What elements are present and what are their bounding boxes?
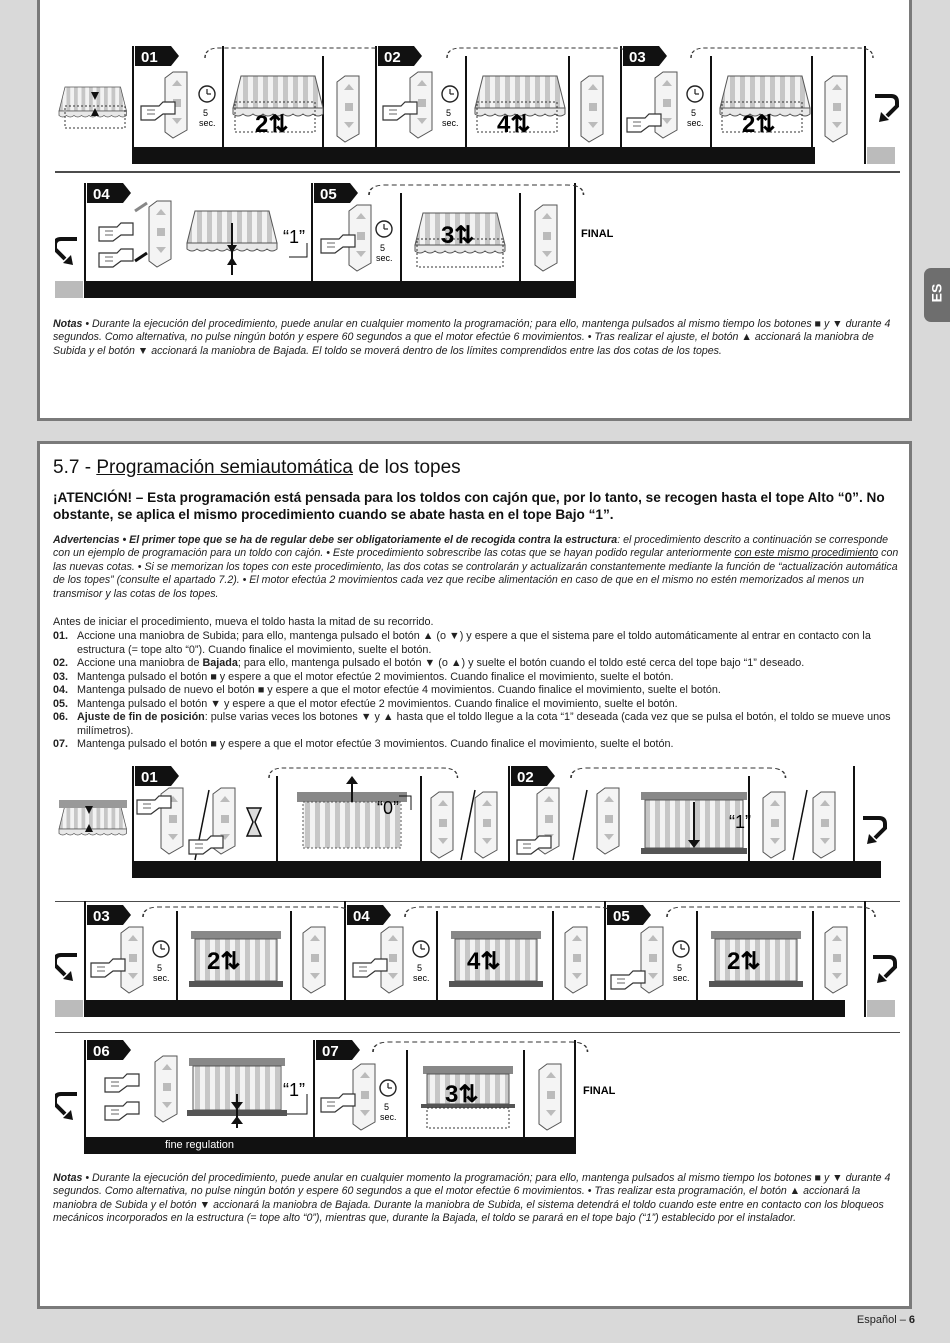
svg-text:3⇅: 3⇅ (445, 1081, 479, 1108)
svg-text:2⇅: 2⇅ (255, 111, 289, 138)
page-footer (857, 1314, 915, 1326)
step-row (53, 684, 903, 698)
svg-text:3⇅: 3⇅ (441, 222, 475, 249)
step-text-bold: Bajada (202, 657, 238, 669)
svg-text:07: 07 (322, 1043, 339, 1060)
attention-warning: ¡ATENCIÓN! – Esta programación está pensada para los toldos con cajón que, por lo tanto, se recogen hasta el tope Alto “0”. No obstante, se aplica el mismo procedimiento cuando se abate hasta en el tope Bajo “1”. (53, 490, 885, 522)
top-procedure-panel (37, 0, 912, 421)
svg-text:06: 06 (93, 1043, 110, 1060)
step-row (53, 738, 903, 752)
step-row (53, 630, 903, 657)
step-row (53, 671, 903, 685)
advert-text-a: : el procedimiento descrito a continuación se corresponde con un ejemplo de programación para un toldo con cajón. • Este procedimiento sobrescribe las cotas que se hayan podido regular anteriormente (53, 534, 889, 560)
footer-language: Español – (856, 1314, 909, 1326)
top-sequence-row-1 (55, 46, 900, 171)
section-title-rest: de los topes (352, 457, 461, 478)
step-text: Mantenga pulsado de nuevo el botón ■ y espere a que el motor efectúe 4 movimientos. Cuando finalice el movimiento, suelte el botón. (77, 684, 721, 696)
language-tab-label: ES (928, 283, 945, 303)
page-number: 6 (908, 1314, 915, 1326)
svg-text:2⇅: 2⇅ (742, 111, 776, 138)
language-tab[interactable] (924, 268, 950, 322)
svg-text:sec.: sec. (442, 118, 459, 128)
svg-text:5: 5 (203, 108, 209, 118)
advert-lead: Advertencias • El primer tope que se ha de regular debe ser obligatoriamente el de recogida contra la estructura (53, 534, 618, 546)
quote-zero-label: “0” (377, 798, 399, 818)
top-sequence-row-2 (55, 183, 900, 305)
bottom-sequence-row-3 (55, 1032, 900, 1157)
quote-one-label: “1” (283, 227, 305, 247)
svg-text:sec.: sec. (380, 1112, 397, 1122)
top-notes (53, 318, 903, 358)
svg-text:01: 01 (141, 769, 158, 786)
step-number: 02. (53, 657, 69, 669)
bottom-sequence-row-1 (55, 766, 900, 886)
intro-text: Antes de iniciar el procedimiento, mueva el toldo hasta la mitad de su recorrido. (53, 616, 434, 628)
section-title-main: Programación semiautomática (96, 457, 353, 478)
svg-text:2⇅: 2⇅ (727, 948, 761, 975)
bottom-notes (53, 1172, 903, 1226)
svg-text:sec.: sec. (153, 973, 170, 983)
svg-text:“1”: “1” (283, 1080, 305, 1100)
bottom-sequence-row-2 (55, 901, 900, 1019)
step-row (53, 698, 903, 712)
advert-text-b: con las nuevas cotas. • Si se memorizan los topes con este procedimiento, las dos cotas se controlarán y actualizarán constantemente mediante la función de “actualización automática de los topes” (consulte el apartado 7.2). • El motor efectúa 2 movimientos cada vez que recibe alimentación en caso de que en el mismo no estén memorizados al menos un transmisor y las cotas de los topes. (53, 547, 899, 600)
step-number: 03. (53, 670, 69, 683)
step-text-bold: Ajuste de fin de posición (77, 711, 205, 723)
svg-text:5: 5 (380, 243, 386, 253)
svg-text:5: 5 (157, 963, 163, 973)
notes-lead: Notas (53, 1172, 83, 1184)
step-text: Mantenga pulsado el botón ▼ y espere a que el motor efectúe 2 movimientos. Cuando finalice el movimiento, suelte el botón. (77, 697, 678, 710)
svg-text:5: 5 (417, 963, 423, 973)
step-number: 05. (53, 697, 69, 710)
step-row (53, 657, 903, 671)
step-number: 07. (53, 738, 69, 750)
separator-line (55, 171, 900, 174)
step-text-pre: Accione una maniobra de (77, 657, 203, 669)
step-text: ; para ello, mantenga pulsado el botón ▼ (o ▲) y suelte el botón cuando el toldo esté cerca del tope bajo “1” deseado. (237, 657, 805, 669)
notes-lead: Notas (53, 318, 83, 330)
step-row (53, 711, 903, 738)
step-badge: 01 (141, 49, 158, 66)
step-text: : pulse varias veces los botones ▼ y ▲ hasta que el toldo llegue a la cota “1” deseada (cada vez que se pulsa el botón, el toldo se mueve unos milímetros). (77, 711, 891, 737)
svg-text:05: 05 (613, 908, 630, 925)
step-text: Mantenga pulsado el botón ■ y espere a que el motor efectúe 3 movimientos. Cuando finalice el movimiento, suelte el botón. (77, 738, 674, 750)
section-number: 5.7 - (53, 457, 97, 478)
svg-text:sec.: sec. (687, 118, 704, 128)
notes-text: • Durante la ejecución del procedimiento, puede anular en cualquier momento la programación; para ello, mantenga pulsados al mismo tiempo los botones ■ y ▼ durante 4 segundos. Como alternativa, no pulse ningún botón y espere 60 segundos a que el motor efectúe 6 movimientos. • Tras realizar el ajuste, el botón ▲ accionará la maniobra de Subida y el botón ▼ accionará la maniobra de Bajada. El toldo se moverá dentro de los límites comprendidos entre las dos cotas de los topes. (53, 318, 891, 357)
step-number: 04. (53, 684, 69, 696)
semiautomatic-section-panel (37, 441, 912, 1309)
svg-text:04: 04 (353, 908, 370, 925)
svg-text:2⇅: 2⇅ (207, 948, 241, 975)
svg-text:03: 03 (629, 49, 646, 66)
svg-text:04: 04 (93, 186, 110, 203)
svg-text:“1”: “1” (729, 812, 751, 832)
step-text: Accione una maniobra de Subida; para ello, mantenga pulsado el botón ▲ (o ▼) y espere a que el sistema pare el toldo automáticamente al entrar en contacto con la estructura (= tope alto “0”). Cuando finalice el movimiento, suelte el botón. (77, 630, 871, 656)
svg-text:03: 03 (93, 908, 110, 925)
svg-text:5: 5 (691, 108, 697, 118)
section-title (53, 457, 461, 479)
svg-text:5: 5 (677, 963, 683, 973)
svg-text:FINAL: FINAL (583, 1085, 616, 1097)
svg-text:sec.: sec. (376, 253, 393, 263)
svg-text:sec.: sec. (413, 973, 430, 983)
svg-text:5: 5 (446, 108, 452, 118)
notes-text: • Durante la ejecución del procedimiento, puede anular en cualquier momento la programación; para ello, mantenga pulsados al mismo tiempo los botones ■ y ▼ durante 4 segundos. Como alternativa, no pulse ningún botón y espere 60 segundos a que el motor efectúe 6 movimientos. • Tras realizar esta programación, el botón ▲ accionará la maniobra de Subida y el botón ▼ accionará la maniobra de Bajada. Durante la maniobra de Subida, el sistema detendrá el toldo cuando este entre en contacto con los bloqueos mecánicos incorporados en la estructura (= tope alto “0”), mientras que, durante la Bajada, el toldo se parará en el tope bajo (“1”) establecido por el instalador. (53, 1172, 891, 1225)
svg-text:sec.: sec. (199, 118, 216, 128)
fine-regulation-label: fine regulation (164, 1139, 235, 1151)
procedure-steps (53, 630, 903, 752)
svg-text:5: 5 (384, 1102, 390, 1112)
svg-text:4⇅: 4⇅ (497, 111, 531, 138)
final-label: FINAL (581, 228, 614, 240)
advertencias-paragraph (53, 534, 903, 601)
svg-text:02: 02 (384, 49, 401, 66)
svg-text:02: 02 (517, 769, 534, 786)
step-number: 06. (53, 711, 69, 723)
advert-underlined: con este mismo procedimiento (734, 547, 879, 560)
step-number: 01. (53, 630, 69, 642)
svg-text:sec.: sec. (673, 973, 690, 983)
step-text: Mantenga pulsado el botón ■ y espere a que el motor efectúe 2 movimientos. Cuando finalice el movimiento, suelte el botón. (77, 670, 674, 683)
svg-text:4⇅: 4⇅ (467, 948, 501, 975)
svg-text:05: 05 (320, 186, 337, 203)
